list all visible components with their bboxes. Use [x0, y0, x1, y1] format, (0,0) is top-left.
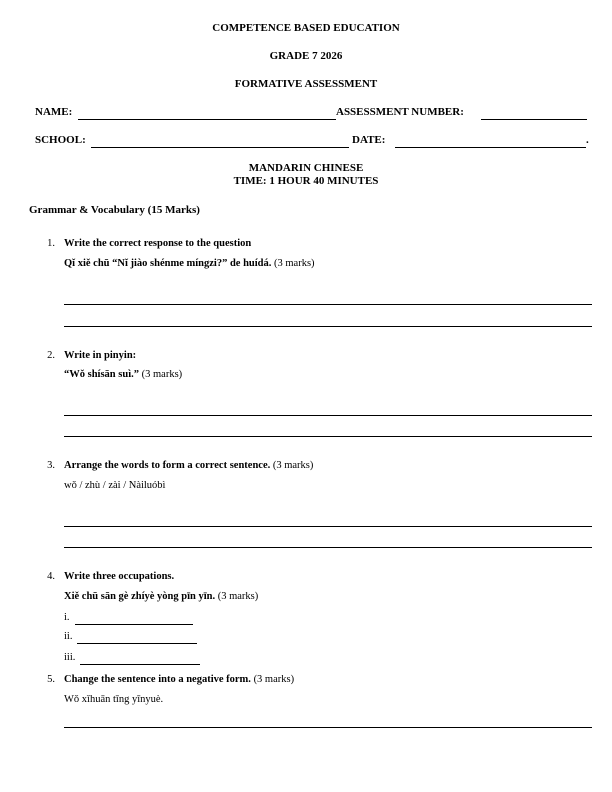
question-1-instruction-text: Write the correct response to the question — [64, 238, 252, 249]
question-5-instruction-text: Change the sentence into a negative form. — [64, 674, 251, 685]
occupation-answer-line-1[interactable] — [75, 624, 193, 625]
question-2-number: 2. — [47, 350, 55, 361]
assessment-number-field[interactable] — [481, 119, 587, 120]
answer-line[interactable] — [64, 326, 592, 327]
question-1-prompt — [64, 258, 315, 269]
question-1-number: 1. — [47, 238, 55, 249]
question-5-sentence: Wǒ xǐhuān tīng yīnyuè. — [64, 694, 164, 705]
date-field[interactable] — [395, 147, 586, 148]
date-end: . — [586, 134, 589, 146]
question-4-marks: (3 marks) — [217, 591, 259, 602]
header-title: COMPETENCE BASED EDUCATION — [212, 22, 400, 34]
question-5-number: 5. — [47, 674, 55, 685]
answer-line[interactable] — [64, 727, 592, 728]
question-4-instruction — [64, 571, 174, 582]
question-1-marks: (3 marks) — [274, 258, 315, 269]
item-label: iii. — [64, 652, 76, 663]
school-field[interactable] — [91, 147, 349, 148]
occupation-answer-line-2[interactable] — [77, 643, 197, 644]
subject-title: MANDARIN CHINESE — [248, 162, 364, 174]
answer-line[interactable] — [64, 547, 592, 548]
item-label: i. — [64, 612, 70, 623]
question-4-instruction-text: Write three occupations. — [64, 571, 175, 582]
occupation-item-1 — [64, 612, 70, 623]
occupation-item-3 — [64, 652, 75, 663]
question-1-instruction — [64, 238, 251, 249]
answer-line[interactable] — [64, 436, 592, 437]
name-field[interactable] — [78, 119, 336, 120]
header-assessment: FORMATIVE ASSESSMENT — [234, 78, 378, 90]
question-4-prompt-text: Xiě chū sān gè zhíyè yòng pīn yīn. — [64, 591, 216, 602]
item-label: ii. — [64, 631, 73, 642]
question-3-instruction — [64, 460, 313, 471]
question-4-prompt — [64, 591, 258, 602]
school-label: SCHOOL: — [35, 134, 86, 146]
question-2-prompt — [64, 369, 182, 380]
question-2-marks: (3 marks) — [141, 369, 183, 380]
question-2-prompt-text: “Wǒ shísān suì.” — [64, 369, 139, 380]
occupation-answer-line-3[interactable] — [80, 664, 200, 665]
question-3-number: 3. — [47, 460, 55, 471]
answer-line[interactable] — [64, 304, 592, 305]
occupation-item-2 — [64, 631, 72, 642]
question-3-marks: (3 marks) — [272, 460, 314, 471]
header-grade: GRADE 7 2026 — [269, 50, 343, 62]
name-label: NAME: — [35, 106, 73, 118]
question-2-instruction — [64, 350, 136, 361]
assessment-number-label: ASSESSMENT NUMBER: — [336, 106, 464, 118]
question-5-instruction — [64, 674, 294, 685]
question-3-instruction-text: Arrange the words to form a correct sentence. — [64, 460, 271, 471]
question-2-instruction-text: Write in pinyin: — [64, 350, 137, 361]
answer-line[interactable] — [64, 415, 592, 416]
question-3-words: wǒ / zhù / zài / Nàiluóbì — [64, 480, 166, 491]
section-title: Grammar & Vocabulary (15 Marks) — [29, 204, 200, 216]
answer-line[interactable] — [64, 526, 592, 527]
question-4-number: 4. — [47, 571, 55, 582]
question-1-prompt-text: Qǐ xiě chū “Nǐ jiào shénme míngzi?” de huídá. — [64, 258, 272, 269]
subject-time: TIME: 1 HOUR 40 MINUTES — [233, 175, 379, 187]
question-5-marks: (3 marks) — [253, 674, 295, 685]
date-label: DATE: — [352, 134, 386, 146]
